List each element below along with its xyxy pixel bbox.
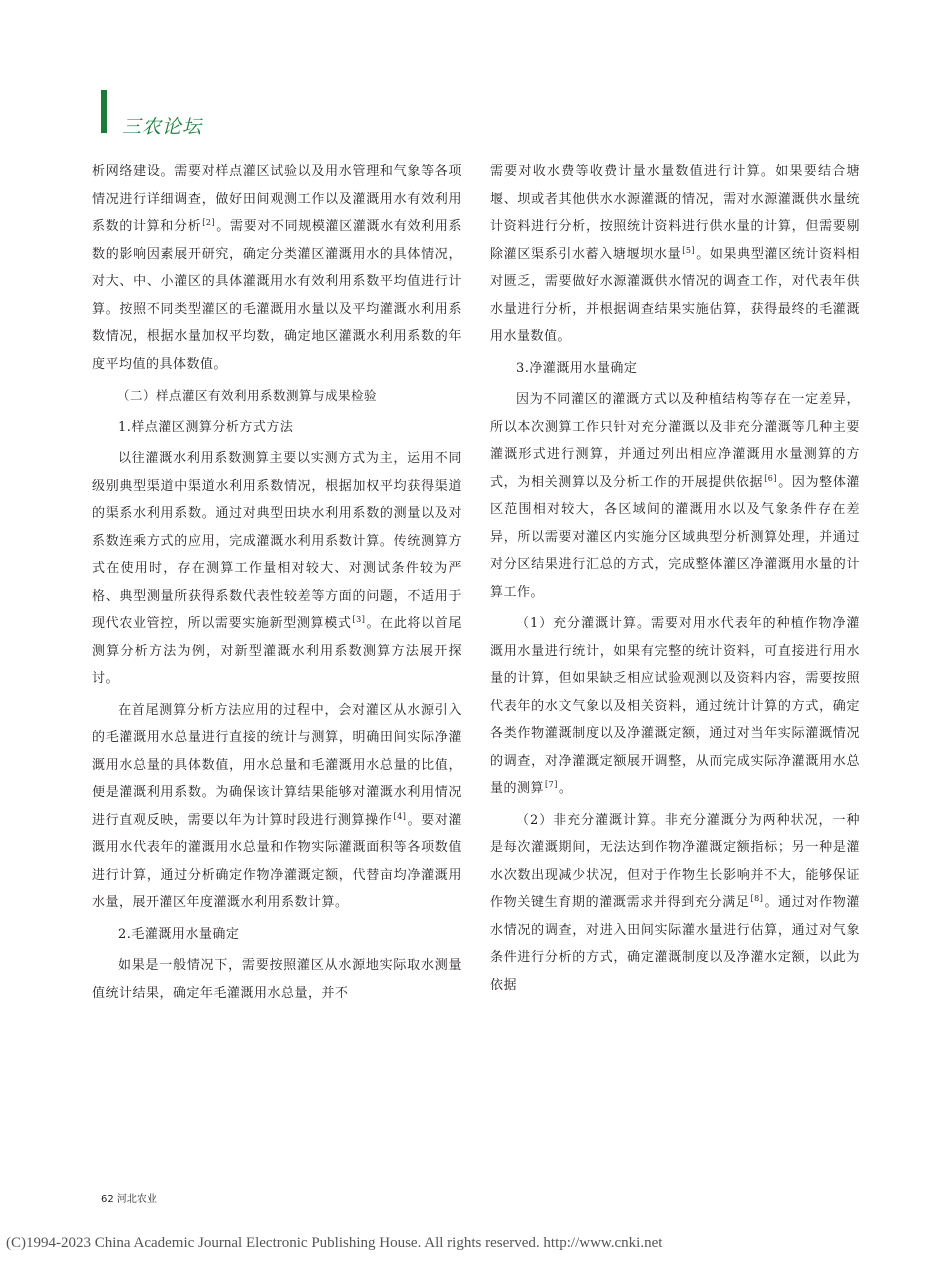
citation-ref: [4] (393, 811, 407, 821)
citation-ref: [8] (750, 894, 764, 903)
citation-ref: [6] (764, 473, 778, 483)
copyright-notice: (C)1994-2023 China Academic Journal Electronic Publishing House. All rights reserved. http://www.cnki.net (6, 1235, 663, 1251)
section-title: 三农论坛 (122, 116, 203, 138)
citation-ref: [2] (202, 218, 216, 227)
body-paragraph: 在首尾测算分析方法应用的过程中，会对灌区从水源引入的毛灌溉用水总量进行直接的统计与测算，明确田间实际净灌溉用水总量的具体数值，用水总量和毛灌溉用水总量的比值，便是灌溉利用系数。为确保该计算结果能够对灌溉水利用情况进行直观反映，需要以年为计算时段进行测算操作[4]。要对灌溉用水代表年的灌溉用水总量和作物实际灌溉面积等各项数值进行计算，通过分析确定作物净灌溉定额，代替亩均净灌溉用水量，展开灌区年度灌溉水利用系数计算。 (92, 702, 462, 910)
left-column (92, 158, 462, 1011)
citation-ref: [3] (352, 615, 366, 624)
continued-paragraph: 析网络建设。需要对样点灌区试验以及用水管理和气象等各项情况进行详细调查，做好田间观测工作以及灌溉用水有效利用系数的计算和分析[2]。需要对不同规模灌区灌溉水有效利用系数的影响因素展开研究，确定分类灌区灌溉用水的具体情况，对大、中、小灌区的具体灌溉用水有效利用系数平均值进行计算。按照不同类型灌区的毛灌溉用水量以及平均灌溉水利用系数情况，根据水量加权平均数，确定地区灌溉水利用系数的年度平均值的具体数值。 (92, 164, 462, 372)
continued-paragraph: 需要对收水费等收费计量水量数值进行计算。如果要结合塘堰、坝或者其他供水水源灌溉的情况，需对水源灌溉供水量统计资料进行分析，按照统计资料进行供水量的计算，但需要剔除灌区渠系引水蓄入塘堰坝水量[5]。如果典型灌区统计资料相对匮乏，需要做好水源灌溉供水情况的调查工作，对代表年供水量进行分析，并根据调查结果实施估算，获得最终的毛灌溉用水量数值。 (490, 164, 860, 344)
numbered-heading: 3.净灌溉用水量确定 (516, 360, 638, 376)
citation-ref: [5] (682, 245, 696, 255)
body-paragraph: （1）充分灌溉计算。需要对用水代表年的种植作物净灌溉用水量进行统计，如果有完整的统计资料，可直接进行用水量的计算，但如果缺乏相应试验观测以及资料内容，需要按照代表年的水文气象以及相关资料，通过统计计算的方式，确定各类作物灌溉制度以及净灌溉定额，通过对当年实际灌溉情况的调查，对净灌溉定额展开调整，从而完成实际净灌溉用水总量的测算[7]。 (490, 616, 860, 796)
right-column (490, 158, 860, 1003)
subsection-heading: （二）样点灌区有效利用系数测算与成果检验 (117, 388, 378, 403)
header-accent-bar (101, 90, 107, 133)
numbered-heading: 1.样点灌区测算分析方式方法 (118, 419, 294, 435)
page-number-footer: 62 河北农业 (101, 1194, 157, 1205)
citation-ref: [7] (545, 780, 558, 789)
body-paragraph: 如果是一般情况下，需要按照灌区从水源地实际取水测量值统计结果，确定年毛灌溉用水总量，并不 (92, 958, 462, 1001)
body-paragraph: 以往灌溉水利用系数测算主要以实测方式为主，运用不同级别典型渠道中渠道水利用系数情况，根据加权平均获得渠道的渠系水利用系数。通过对典型田块水利用系数的测量以及对系数连乘方式的应用，完成灌溉水利用系数计算。传统测算方式在使用时，存在测算工作量相对较大、对测试条件较为严格、典型测量所获得系数代表性较差等方面的问题，不适用于现代农业管控，所以需要实施新型测算模式[3]。在此将以首尾测算分析方法为例，对新型灌溉水利用系数测算方法展开探讨。 (92, 451, 462, 686)
body-paragraph: （2）非充分灌溉计算。非充分灌溉分为两种状况，一种是每次灌溉期间，无法达到作物净灌溉定额指标；另一种是灌水次数出现减少状况，但对于作物生长影响并不大，能够保证作物关键生育期的灌溉需求并得到充分满足[8]。通过对作物灌水情况的调查，对进入田间实际灌水量进行估算，通过对气象条件进行分析的方式，确定灌溉制度以及净灌水定额，以此为依据 (490, 812, 860, 993)
numbered-heading: 2.毛灌溉用水量确定 (118, 926, 240, 942)
body-paragraph: 因为不同灌区的灌溉方式以及种植结构等存在一定差异，所以本次测算工作只针对充分灌溉以及非充分灌溉等几种主要灌溉形式进行测算，并通过列出相应净灌溉用水量测算的方式，为相关测算以及分析工作的开展提供依据[6]。因为整体灌区范围相对较大，各区域间的灌溉用水以及气象条件存在差异，所以需要对灌区内实施分区域典型分析测算处理，并通过对分区结果进行汇总的方式，完成整体灌区净灌溉用水量的计算工作。 (490, 392, 860, 600)
